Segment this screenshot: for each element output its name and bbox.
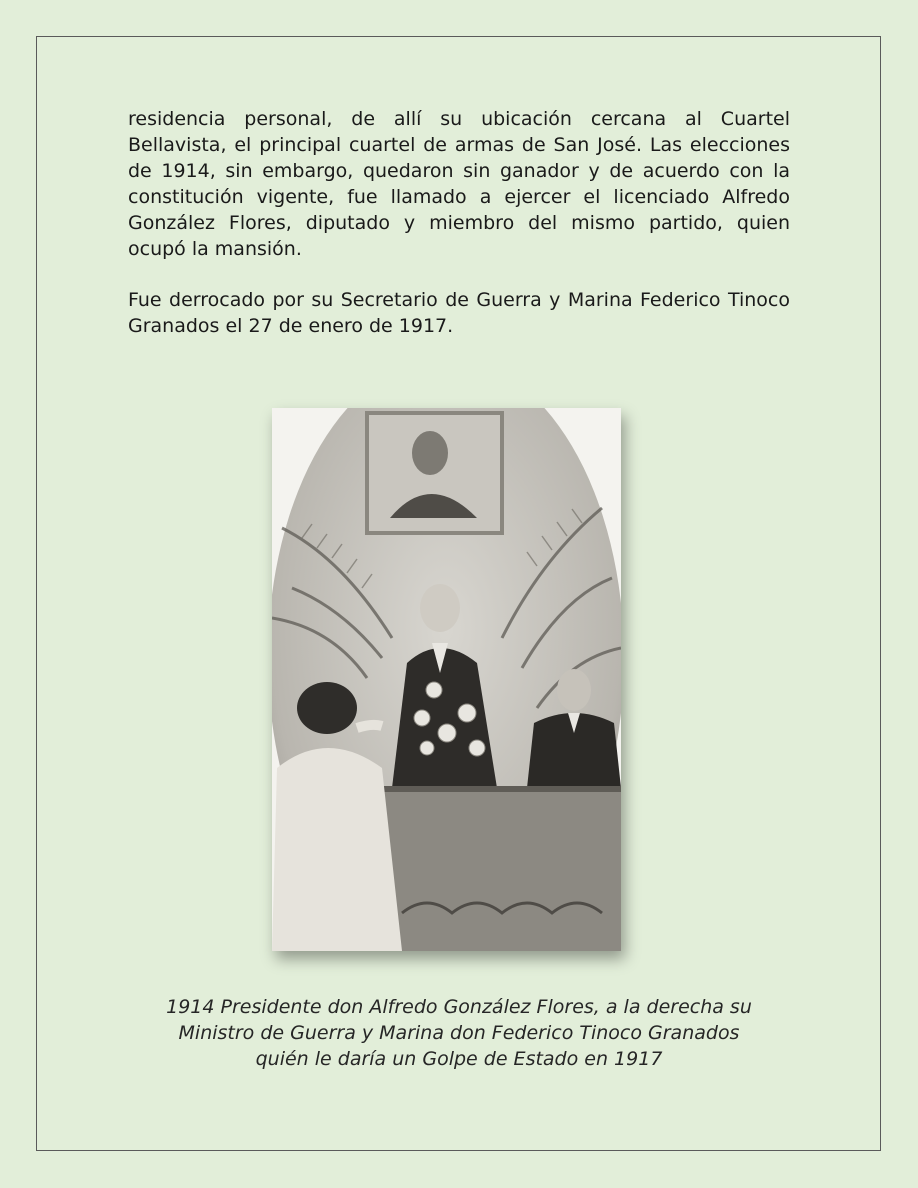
paragraph-2: Fue derrocado por su Secretario de Guerra y Marina Federico Tinoco Granados el 27 de enero de 1917. xyxy=(128,289,790,337)
woman-head xyxy=(297,682,357,734)
table xyxy=(372,786,621,951)
standing-man-head xyxy=(420,584,460,632)
seated-man-head xyxy=(557,669,591,711)
caption-line-2: Ministro de Guerra y Marina don Federico Tinoco Granados xyxy=(178,1022,740,1044)
paragraph-1: residencia personal, de allí su ubicación cercana al Cuartel Bellavista, el principal cuartel de armas de San José. Las elecciones de 1914, sin embargo, quedaron sin ganador y de acuerdo con la constitución vigente, fue llamado a ejercer el licenciado Alfredo González Flores, diputado y miembro del mismo partido, quien ocupó la mansión. xyxy=(128,108,790,260)
photo-caption xyxy=(100,994,818,1072)
historical-photo xyxy=(272,408,621,951)
caption-line-1: 1914 Presidente don Alfredo González Flores, a la derecha su xyxy=(166,996,752,1018)
caption-line-3: quién le daría un Golpe de Estado en 1917 xyxy=(255,1048,663,1070)
